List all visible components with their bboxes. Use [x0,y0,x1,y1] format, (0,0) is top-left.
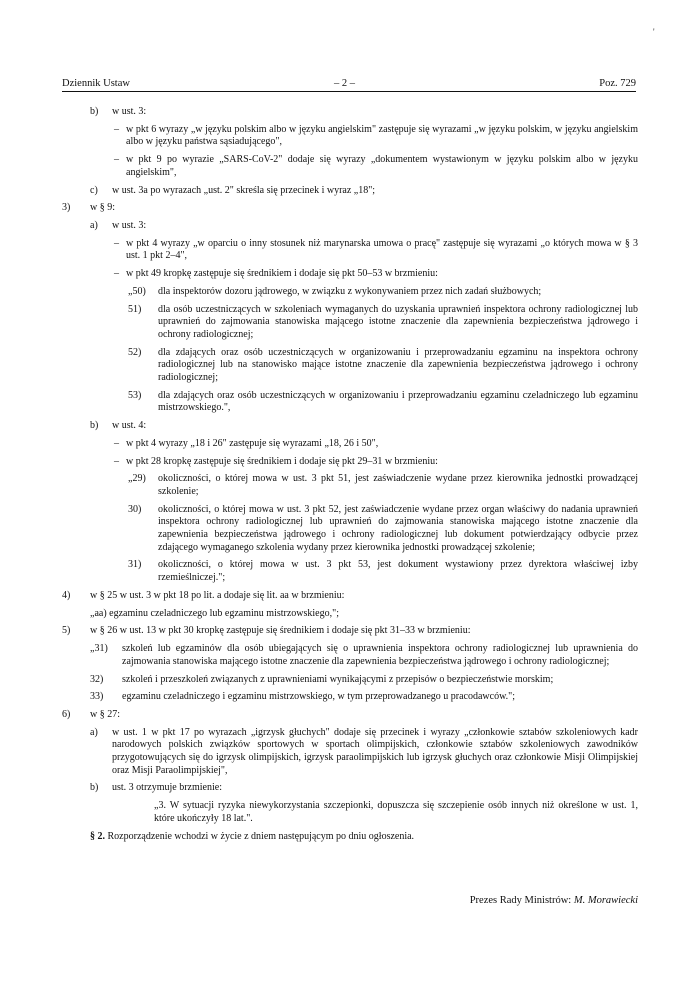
item-label: 33) [90,691,104,703]
item-label: „31) [90,643,108,655]
corner-mark: ' [653,27,655,37]
amendment-item [62,456,638,469]
item-label: 5) [62,625,71,637]
amendment-item [62,185,638,198]
amendment-item [62,625,638,638]
item-label: – [114,237,119,249]
amendment-item [62,220,638,233]
item-label: 31) [128,559,142,571]
item-label: c) [90,184,98,196]
item-text: w pkt 4 wyrazy „w oparciu o inny stosunek niż marynarska umowa o pracę" zastępuje się wyrazami „o których mowa w § 3 ust. 1 pkt 2–4", [126,237,638,262]
amendment-item [62,782,638,795]
item-text: w ust. 1 w pkt 17 po wyrazach „igrzysk głuchych" dodaje się przecinek i wyrazy „członkowie sztabów szkoleniowych kadr narodowych polskich związków sportowych w sportach olimpijskich, członkowie sztabów szkoleniowych zawodników przygotowujących się do igrzysk olimpijskich, igrzysk paraolimpijskich lub igrzysk głuchych oraz członkowie Misji Olimpijskiej oraz Misji Paraolimpijskiej", [112,726,638,776]
item-label: „50) [128,286,146,298]
item-text: egzaminu czeladniczego i egzaminu mistrzowskiego, w tym przeprowadzanego u pracodawców."; [122,691,516,703]
item-text: w § 26 w ust. 13 w pkt 30 kropkę zastępuje się średnikiem i dodaje się pkt 31–33 w brzmieniu: [90,625,471,637]
item-text: w pkt 6 wyrazy „w języku polskim albo w języku angielskim" zastępuje się wyrazami „w języku polskim, w języku angielskim albo w języku państwa sąsiadującego", [126,123,638,148]
item-label: 3) [62,202,71,214]
item-text: w ust. 3a po wyrazach „ust. 2" skreśla się przecinek i wyraz „18"; [112,184,376,196]
item-text: w § 9: [90,202,115,214]
item-text: okoliczności, o której mowa w ust. 3 pkt 52, jest zaświadczenie wydane przez organ właściwy do nadania uprawnień inspektora ochrony radiologicznej lub uprawnień do zajmowania stanowiska mającego istotne znaczenie dla zapewnienia bezpieczeństwa jądrowego i ochrony radiologicznej lub dokument potwierdzający odbycie przez zdającego wymaganego szkolenia wydany przez kierownika jednostki prowadzącej szkolenie; [158,503,638,553]
item-text: dla zdających oraz osób uczestniczących w organizowaniu i przeprowadzaniu egzaminu na inspektora ochrony radiologicznej lub na stanowisko mające istotne znaczenie dla zapewnienia bezpieczeństwa jądrowego i ochrony radiologicznej; [158,346,638,383]
amendment-item [62,202,638,215]
amendment-item [62,286,638,299]
journal-name: Dziennik Ustaw [62,78,130,89]
final-provision [62,831,638,844]
item-label: 6) [62,709,71,721]
item-text: okoliczności, o której mowa w ust. 3 pkt 51, jest zaświadczenie wydane przez kierownika jednostki prowadzącej szkolenie; [158,473,638,498]
item-text: w pkt 28 kropkę zastępuje się średnikiem i dodaje się pkt 29–31 w brzmieniu: [126,455,438,467]
item-label: 4) [62,589,71,601]
item-label: – [114,437,119,449]
item-label: – [114,455,119,467]
document-body [62,106,638,848]
item-label: b) [90,420,99,432]
item-text: ust. 3 otrzymuje brzmienie: [112,782,222,794]
amendment-item [62,347,638,385]
signature-name: M. Morawiecki [573,895,638,906]
page-number: – 2 – [334,78,355,89]
item-label: „29) [128,473,146,485]
item-text: w ust. 3: [112,220,147,232]
amendment-item [62,473,638,498]
item-label: b) [90,782,99,794]
item-label: 32) [90,673,104,685]
item-text: w § 25 w ust. 3 w pkt 18 po lit. a dodaje się lit. aa w brzmieniu: [90,589,345,601]
final-text: Rozporządzenie wchodzi w życie z dniem następującym po dniu ogłoszenia. [107,830,415,842]
amendment-item [62,238,638,263]
item-label: b) [90,106,99,117]
item-text: szkoleń lub egzaminów dla osób ubiegających się o uprawnienia inspektora ochrony radiologicznej lub uprawnienia do zajmowania stanowiska mającego istotne znaczenie dla zapewnienia bezpieczeństwa jądrowego i ochrony radiologicznej; [122,643,638,667]
amendment-item [62,643,638,668]
amendment-item [62,691,638,704]
item-label: 51) [128,303,142,315]
amendment-item [62,268,638,281]
item-text: w § 27: [90,709,120,721]
amendment-item [62,800,638,825]
amendment-item [62,304,638,342]
amendment-item [62,727,638,777]
item-text: „aa) egzaminu czeladniczego lub egzaminu mistrzowskiego,"; [90,607,339,619]
item-label: 52) [128,346,142,358]
item-text: okoliczności, o której mowa w ust. 3 pkt 53, jest dokument wystawiony przez dyrektora właściwej izby rzemieślniczej."; [158,559,638,583]
signature-block [470,895,638,908]
item-label: – [114,268,119,280]
amendment-item [62,590,638,603]
signature-role: Prezes Rady Ministrów: [469,895,572,906]
item-text: w pkt 9 po wyrazie „SARS-CoV-2" dodaje się wyrazy „dokumentem wystawionym w języku polskim albo w języku angielskim", [126,154,638,178]
item-text: w pkt 4 wyrazy „18 i 26" zastępuje się wyrazami „18, 26 i 50", [126,437,379,449]
amendment-item [62,674,638,687]
amendment-item [62,608,638,621]
amendment-item [62,559,638,584]
item-text: dla zdających oraz osób uczestniczących w organizowaniu i przeprowadzaniu egzaminu czeladniczego lub egzaminu mistrzowskiego.", [158,389,638,414]
item-label: 30) [128,503,142,515]
item-text: w ust. 3: [112,106,147,117]
amendment-item [62,420,638,433]
item-label: – [114,123,119,135]
amendment-item [62,154,638,179]
item-label: a) [90,726,98,738]
amendment-item [62,124,638,149]
item-label: 53) [128,389,142,401]
amendment-item [62,106,638,119]
item-text: „3. W sytuacji ryzyka niewykorzystania szczepionki, dopuszcza się szczepienie osób innych niż określone w ust. 1, które ukończyły 18 lat.". [154,800,638,824]
item-text: w pkt 49 kropkę zastępuje się średnikiem i dodaje się pkt 50–53 w brzmieniu: [126,268,438,280]
position-number: Poz. 729 [599,78,636,89]
amendment-item [62,709,638,722]
section-mark: § 2. [90,830,105,842]
amendment-item [62,438,638,451]
item-text: szkoleń i przeszkoleń związanych z uprawnieniami wynikającymi z przepisów o bezpieczeństwie morskim; [122,673,554,685]
item-text: w ust. 4: [112,420,147,432]
item-text: dla osób uczestniczących w szkoleniach wymaganych do uzyskania uprawnień inspektora ochrony radiologicznej lub uprawnień do zajmowania stanowiska mającego istotne znaczenie dla zapewnienia bezpieczeństwa jądrowego i ochrony radiologicznej; [158,303,638,340]
item-label: a) [90,220,98,232]
item-label: – [114,154,119,166]
page-header [62,78,636,92]
amendment-item [62,390,638,415]
item-text: dla inspektorów dozoru jądrowego, w związku z wykonywaniem przez nich zadań służbowych; [158,286,542,298]
amendment-item [62,504,638,554]
